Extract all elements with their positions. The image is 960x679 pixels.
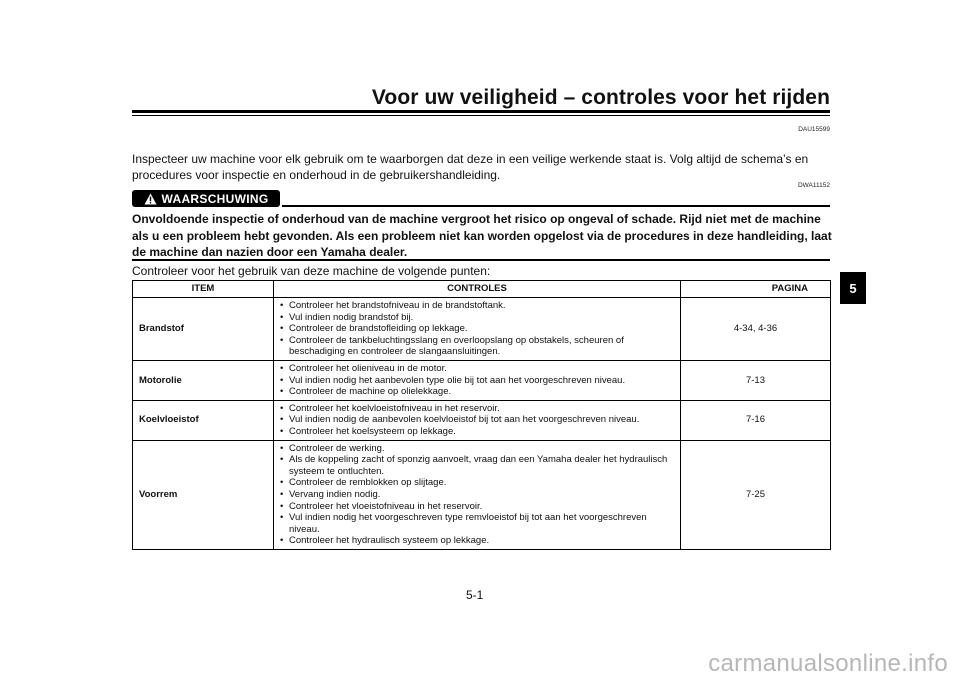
- page-cell: 4-34, 4-36: [681, 298, 831, 361]
- header-rule: [132, 110, 830, 113]
- controls-list: [280, 443, 674, 547]
- list-item: • Controleer de remblokken op slijtage.: [280, 477, 674, 489]
- controls-cell: [274, 360, 681, 400]
- list-item: • Als de koppeling zacht of sponzig aanvoelt, vraag dan een Yamaha dealer het hydraulisch systeem te ontluchten.: [280, 454, 674, 477]
- list-item: • Vul indien nodig brandstof bij.: [280, 312, 674, 324]
- list-item: • Controleer het brandstofniveau in de brandstoftank.: [280, 300, 674, 312]
- header-page: PAGINA: [681, 281, 831, 298]
- table-header-row: [133, 281, 831, 298]
- controls-cell: [274, 400, 681, 440]
- table-row: [133, 440, 831, 549]
- checklist-intro: Controleer voor het gebruik van deze machine de volgende punten:: [132, 264, 491, 278]
- controls-list: [280, 300, 674, 358]
- item-cell: Koelvloeistof: [133, 400, 274, 440]
- list-item: • Controleer het koelvloeistofniveau in het reservoir.: [280, 403, 674, 415]
- controls-cell: [274, 298, 681, 361]
- list-item: • Controleer het olieniveau in de motor.: [280, 363, 674, 375]
- intro-paragraph: Inspecteer uw machine voor elk gebruik om te waarborgen dat deze in een veilige werkende staat is. Volg altijd de schema’s en procedures voor inspectie en onderhoud in de gebruikershandleiding.: [132, 152, 809, 182]
- list-item: • Vervang indien nodig.: [280, 489, 674, 501]
- page-cell: 7-25: [681, 440, 831, 549]
- item-cell: Voorrem: [133, 440, 274, 549]
- document-code: DAU15599: [798, 126, 830, 133]
- list-item: • Vul indien nodig het aanbevolen type olie bij tot aan het voorgeschreven niveau.: [280, 375, 674, 387]
- page-cell: 7-13: [681, 360, 831, 400]
- warning-triangle-icon: [144, 193, 157, 205]
- warning-text: Onvoldoende inspectie of onderhoud van de machine vergroot het risico op ongeval of schade. Rijd niet met de machine als u een probleem hebt gevonden. Als een probleem niet kan worden opgelost via de procedures in deze handleiding, laat de machine dan nazien door een Yamaha dealer.: [132, 212, 832, 259]
- warning-badge: [132, 190, 280, 207]
- table-row: [133, 400, 831, 440]
- page-number: 5-1: [466, 588, 484, 602]
- list-item: • Controleer het hydraulisch systeem op lekkage.: [280, 535, 674, 547]
- item-cell: Brandstof: [133, 298, 274, 361]
- list-item: • Controleer de werking.: [280, 443, 674, 455]
- controls-cell: [274, 440, 681, 549]
- warning-label: WAARSCHUWING: [161, 191, 269, 206]
- warning-end-rule: [132, 259, 830, 261]
- header-rule-thin: [132, 115, 830, 116]
- watermark: carmanualsonline.info: [708, 650, 948, 677]
- controls-list: [280, 363, 674, 398]
- warning-rule: [282, 205, 830, 207]
- controls-list: [280, 403, 674, 438]
- table-row: [133, 298, 831, 361]
- list-item: • Controleer de brandstofleiding op lekkage.: [280, 323, 674, 335]
- page-cell: 7-16: [681, 400, 831, 440]
- list-item: • Controleer het vloeistofniveau in het reservoir.: [280, 501, 674, 513]
- list-item: • Controleer de machine op olielekkage.: [280, 386, 674, 398]
- chapter-tab: 5: [840, 272, 866, 304]
- page-title: Voor uw veiligheid – controles voor het rijden: [371, 86, 830, 109]
- list-item: • Controleer de tankbeluchtingsslang en overloopslang op obstakels, scheuren of beschadiging en controleer de slangaansluitingen.: [280, 335, 674, 358]
- list-item: • Vul indien nodig de aanbevolen koelvloeistof bij tot aan het voorgeschreven niveau.: [280, 414, 674, 426]
- item-cell: Motorolie: [133, 360, 274, 400]
- header-item: ITEM: [133, 281, 274, 298]
- warning-code: DWA11152: [797, 182, 830, 189]
- checks-table: [132, 280, 831, 550]
- table-row: [133, 360, 831, 400]
- list-item: • Controleer het koelsysteem op lekkage.: [280, 426, 674, 438]
- header-controls: CONTROLES: [274, 281, 681, 298]
- list-item: • Vul indien nodig het voorgeschreven type remvloeistof bij tot aan het voorgeschreven niveau.: [280, 512, 674, 535]
